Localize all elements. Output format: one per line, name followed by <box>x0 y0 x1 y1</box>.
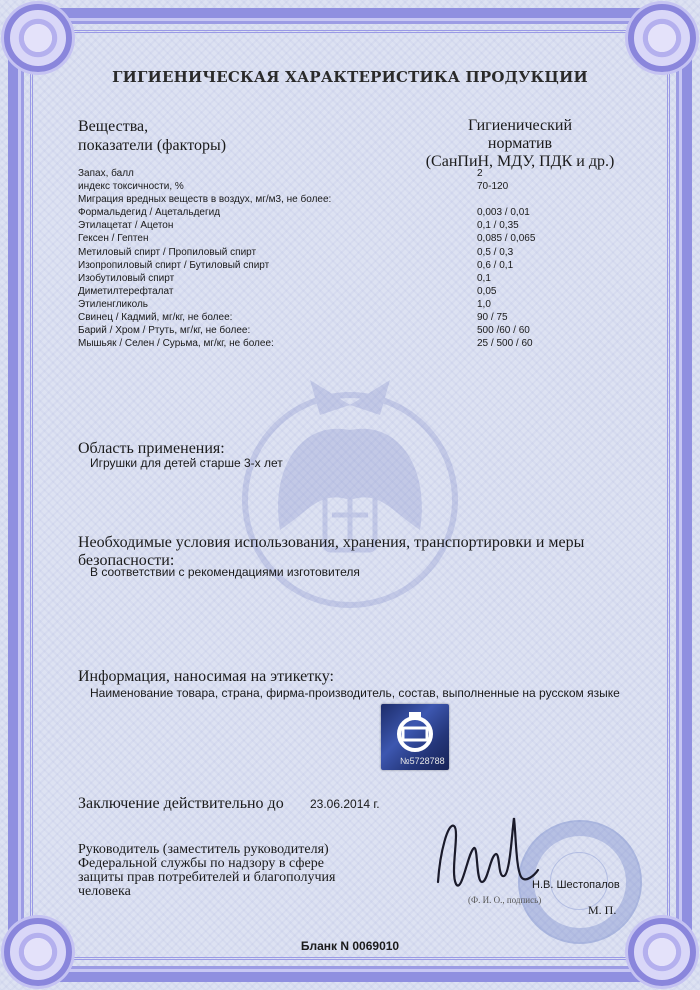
table-row <box>78 325 638 338</box>
norm-header <box>415 117 625 171</box>
document-title: ГИГИЕНИЧЕСКАЯ ХАРАКТЕРИСТИКА ПРОДУКЦИИ <box>112 68 588 86</box>
indicator-name: Диметилтерефталат <box>78 285 174 297</box>
signatory-line: человека <box>78 884 131 899</box>
indicator-value: 0,003 / 0,01 <box>477 207 530 219</box>
table-row <box>78 207 638 220</box>
hologram-number: №5728788 <box>400 756 445 766</box>
signatory-title <box>78 843 335 899</box>
substances-header-line: Вещества, <box>78 118 149 135</box>
label-info-title: Информация, наносимая на этикетку: <box>78 668 334 685</box>
table-row <box>78 312 638 325</box>
signature-icon <box>430 812 540 902</box>
substances-header <box>78 117 226 155</box>
signatory-line: Руководитель (заместитель руководителя) <box>78 842 329 857</box>
indicator-value: 90 / 75 <box>477 312 508 324</box>
scope-title: Область применения: <box>78 440 225 457</box>
indicator-value: 70-120 <box>477 181 509 193</box>
seal-place: М. П. <box>588 903 617 917</box>
indicator-value: 2 <box>477 168 483 179</box>
table-row <box>78 247 638 260</box>
table-row <box>78 194 638 207</box>
norm-header-line: норматив <box>487 135 553 152</box>
indicator-value: 25 / 500 / 60 <box>477 338 533 350</box>
indicator-name: Барий / Хром / Ртуть, мг/кг, не более: <box>78 325 251 337</box>
validity-date: 23.06.2014 г. <box>310 797 380 811</box>
signatory-line: Федеральной службы по надзору в сфере <box>78 856 324 871</box>
indicator-name: Свинец / Кадмий, мг/кг, не более: <box>78 312 233 324</box>
signatory-name: Н.В. Шестопалов <box>532 879 620 891</box>
indicator-name: Гексен / Гептен <box>78 233 149 245</box>
table-row <box>78 220 638 233</box>
table-row <box>78 260 638 273</box>
validity-label: Заключение действительно до <box>78 795 284 812</box>
indicator-name: Изобутиловый спирт <box>78 272 175 284</box>
indicator-name: Этилацетат / Ацетон <box>78 220 174 232</box>
emblem-watermark-icon <box>240 360 460 630</box>
indicator-value: 0,5 / 0,3 <box>477 246 514 258</box>
indicator-name: Формальдегид / Ацетальдегид <box>78 207 221 219</box>
table-row <box>78 299 638 312</box>
indicator-value: 500 /60 / 60 <box>477 325 530 337</box>
indicators-table <box>78 168 638 351</box>
indicator-name: Миграция вредных веществ в воздух, мг/м3, не более: <box>78 194 332 206</box>
corner-ornament-icon <box>4 4 72 72</box>
table-row <box>78 338 638 351</box>
indicator-value: 0,05 <box>477 285 497 297</box>
scope-value: Игрушки для детей старше 3-х лет <box>90 456 283 470</box>
table-row <box>78 233 638 246</box>
conditions-value: В соответствии с рекомендациями изготовителя <box>90 565 360 579</box>
signatory-line: защиты прав потребителей и благополучия <box>78 870 336 885</box>
indicator-name: индекс токсичности, % <box>78 181 184 193</box>
table-row <box>78 273 638 286</box>
corner-ornament-icon <box>628 4 696 72</box>
indicator-name: Этиленгликоль <box>78 298 148 310</box>
indicator-name: Метиловый спирт / Пропиловый спирт <box>78 246 257 258</box>
indicator-value: 0,1 / 0,35 <box>477 220 519 232</box>
indicator-name: Изопропиловый спирт / Бутиловый спирт <box>78 259 270 271</box>
conditions-title-cont: безопасности: <box>78 552 175 569</box>
label-info-value: Наименование товара, страна, фирма-производитель, состав, выполненные на русском языке <box>90 686 620 700</box>
conditions-title: Необходимые условия использования, хранения, транспортировки и меры <box>78 534 585 551</box>
indicator-name: Мышьяк / Селен / Сурьма, мг/кг, не более: <box>78 338 274 350</box>
indicator-value: 0,085 / 0,065 <box>477 233 536 245</box>
substances-header-line: показатели (факторы) <box>78 137 227 154</box>
indicator-value: 1,0 <box>477 298 491 310</box>
indicator-value: 0,6 / 0,1 <box>477 259 514 271</box>
indicator-value: 0,1 <box>477 272 491 284</box>
form-number: Бланк N 0069010 <box>300 939 400 953</box>
indicator-name: Запах, балл <box>78 168 134 179</box>
table-row <box>78 168 638 181</box>
signature-caption: (Ф. И. О., подпись) <box>468 895 542 905</box>
table-row <box>78 286 638 299</box>
norm-header-line: (СанПиН, МДУ, ПДК и др.) <box>425 153 615 170</box>
norm-header-line: Гигиенический <box>467 117 573 134</box>
table-row <box>78 181 638 194</box>
